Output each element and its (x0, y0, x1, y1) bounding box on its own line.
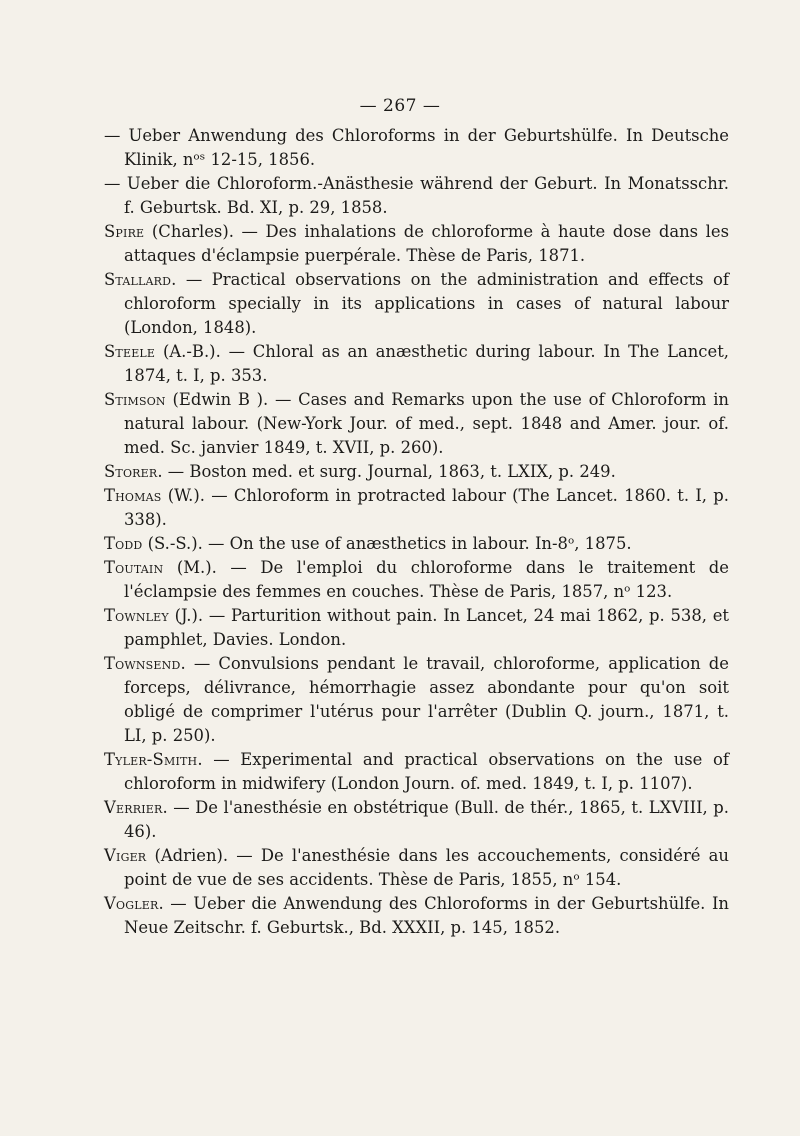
entry-text: (M.). — De l'emploi du chloroforme dans le traitement de l'éclampsie des femmes en couches. Thèse de Paris, 1857, nᵒ 123. (124, 558, 729, 601)
entry-author: Todd (104, 534, 143, 553)
bibliography-entry (104, 844, 729, 892)
bibliography-entry (104, 460, 729, 484)
entry-text: (Edwin B ). — Cases and Remarks upon the use of Chloroform in natural labour. (New-York Jour. of med., sept. 1848 and Amer. jour. of. med. Sc. janvier 1849, t. XVII, p. 260). (124, 390, 729, 457)
bibliography-entry (104, 892, 729, 940)
entry-text: — Ueber Anwendung des Chloroforms in der Geburtshülfe. In Deutsche Klinik, nᵒˢ 12-15, 1856. (104, 126, 729, 169)
bibliography-list (104, 124, 729, 940)
entry-author: Toutain (104, 558, 164, 577)
bibliography-entry (104, 604, 729, 652)
entry-text: . — Practical observations on the administration and effects of chloroform specially in its applications in cases of natural labour (London, 1848). (124, 270, 729, 337)
entry-author: Storer (104, 462, 158, 481)
bibliography-entry (104, 124, 729, 172)
entry-text: . — De l'anesthésie en obstétrique (Bull. de thér., 1865, t. LXVIII, p. 46). (124, 798, 729, 841)
entry-text: . — Ueber die Anwendung des Chloroforms in der Geburtshülfe. In Neue Zeitschr. f. Geburtsk., Bd. XXXII, p. 145, 1852. (124, 894, 729, 937)
entry-author: Spire (104, 222, 145, 241)
entry-author: Viger (104, 846, 147, 865)
bibliography-entry (104, 484, 729, 532)
entry-text: (Charles). — Des inhalations de chloroforme à haute dose dans les attaques d'éclampsie puerpérale. Thèse de Paris, 1871. (124, 222, 729, 265)
entry-text: . — Boston med. et surg. Journal, 1863, t. LXIX, p. 249. (157, 462, 616, 481)
entry-author: Stallard (104, 270, 172, 289)
page-number: — 267 — (359, 96, 441, 116)
bibliography-entry (104, 172, 729, 220)
entry-text: (W.). — Chloroform in protracted labour (The Lancet. 1860. t. I, p. 338). (124, 486, 729, 529)
entry-author: Vogler (104, 894, 159, 913)
entry-author: Townsend (104, 654, 181, 673)
bibliography-entry (104, 556, 729, 604)
entry-author: Steele (104, 342, 156, 361)
entry-text: (Adrien). — De l'anesthésie dans les accouchements, considéré au point de vue de ses accidents. Thèse de Paris, 1855, nᵒ 154. (124, 846, 729, 889)
entry-author: Thomas (104, 486, 162, 505)
entry-text: (S.-S.). — On the use of anæsthetics in labour. In-8ᵒ, 1875. (142, 534, 632, 553)
entry-author: Stimson (104, 390, 166, 409)
bibliography-entry (104, 652, 729, 748)
entry-author: Tyler-Smith (104, 750, 198, 769)
bibliography-entry (104, 268, 729, 340)
entry-text: (J.). — Parturition without pain. In Lancet, 24 mai 1862, p. 538, et pamphlet, Davies. London. (124, 606, 729, 649)
entry-text: . — Experimental and practical observations on the use of chloroform in midwifery (London Journ. of. med. 1849, t. I, p. 1107). (124, 750, 729, 793)
entry-text: . — Convulsions pendant le travail, chloroforme, application de forceps, délivrance, hémorrhagie assez abondante pour qu'on soit obligé de comprimer l'utérus pour l'arrêter (Dublin Q. journ., 1871, t. LI, p. 250). (124, 654, 729, 745)
bibliography-entry (104, 220, 729, 268)
bibliography-entry (104, 388, 729, 460)
entry-text: — Ueber die Chloroform.-Anästhesie während der Geburt. In Monatsschr. f. Geburtsk. Bd. XI, p. 29, 1858. (104, 174, 729, 217)
entry-author: Verrier (104, 798, 163, 817)
bibliography-entry (104, 796, 729, 844)
entry-author: Townley (104, 606, 169, 625)
entry-text: (A.-B.). — Chloral as an anæsthetic during labour. In The Lancet, 1874, t. I, p. 353. (124, 342, 729, 385)
bibliography-entry (104, 340, 729, 388)
bibliography-entry (104, 748, 729, 796)
bibliography-entry (104, 532, 729, 556)
